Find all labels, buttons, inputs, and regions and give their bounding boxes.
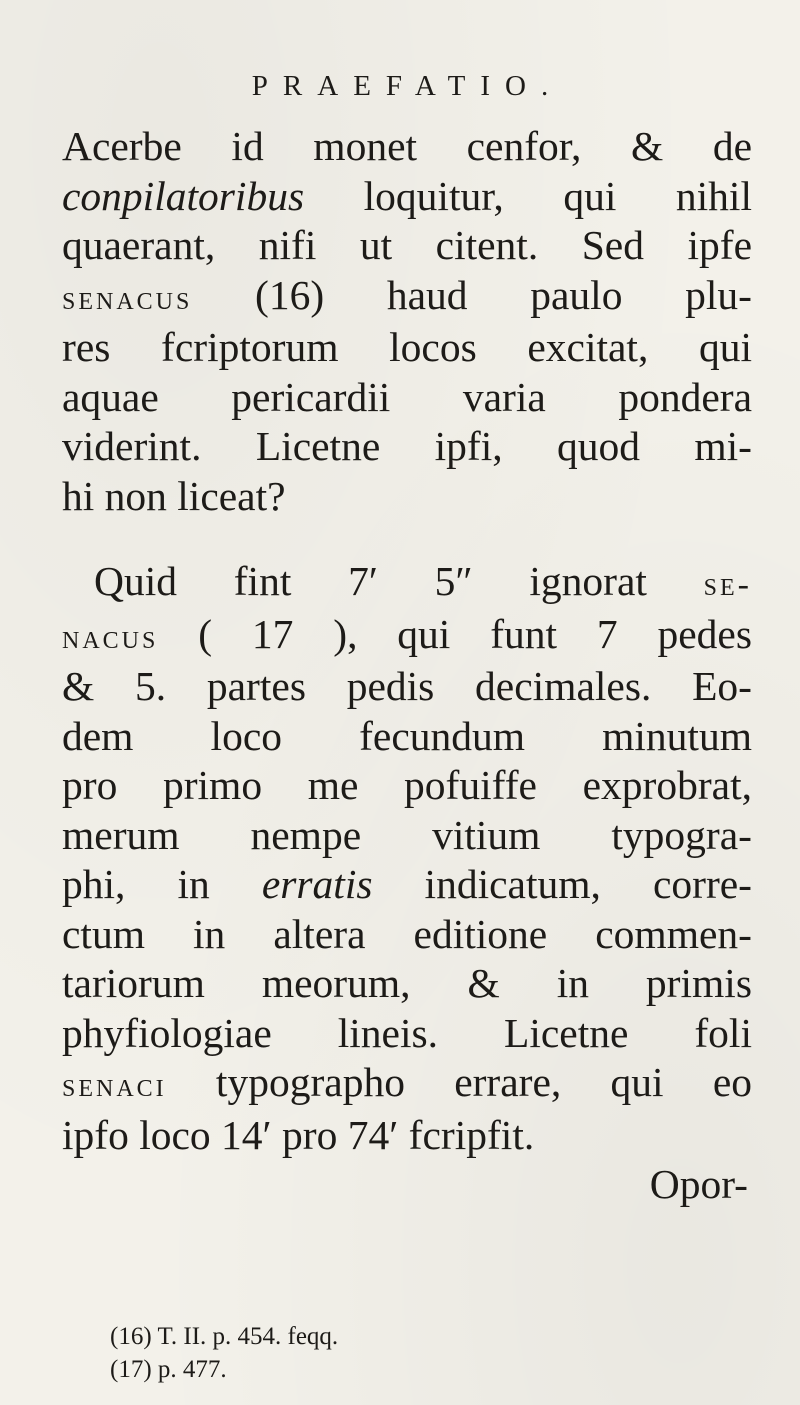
text-run: ( 17 ), qui funt 7 pedes	[158, 610, 752, 657]
author-name: nacus	[62, 618, 159, 656]
text-line	[62, 811, 752, 861]
text-run: tariorum meorum, & in primis	[62, 960, 752, 1006]
text-run: res fcriptorum locos excitat, qui	[62, 324, 752, 370]
author-name: senaci	[62, 1067, 167, 1104]
text-line	[62, 422, 752, 472]
paragraph-gap	[62, 521, 752, 557]
text-run: indicatum, corre-	[372, 861, 753, 907]
text-line	[62, 959, 752, 1009]
author-name: se-	[703, 566, 752, 603]
text-run: & 5. partes pedis decimales. Eo-	[62, 663, 752, 709]
text-run: ipfo loco 14′ pro 74′ fcripfit.	[62, 1111, 535, 1158]
text-line	[62, 373, 752, 423]
text-run: ctum in altera editione commen-	[62, 910, 752, 957]
text-run: (16) haud paulo plu-	[192, 271, 752, 318]
text-line	[62, 557, 752, 610]
catchword: Opor-	[649, 1161, 748, 1207]
text-run: pro primo me pofuiffe exprobrat,	[62, 762, 752, 808]
text-run: dem loco fecundum minutum	[62, 712, 752, 759]
text-line	[62, 122, 752, 172]
text-run: Quid fint 7′ 5″ ignorat	[94, 558, 704, 604]
text-run: hi non liceat?	[62, 472, 286, 519]
text-line	[62, 860, 752, 910]
text-run: merum nempe vitium typogra-	[62, 811, 752, 858]
footnote-17: (17) p. 477.	[110, 1356, 227, 1383]
italic-word: conpilatoribus	[62, 172, 305, 219]
text-run: loquitur, qui nihil	[304, 172, 752, 219]
text-line	[62, 662, 752, 712]
text-run: phi, in	[62, 861, 262, 907]
body-text	[62, 122, 752, 1210]
text-line	[62, 472, 752, 522]
footnote-16: (16) T. II. p. 454. feqq.	[110, 1323, 339, 1350]
text-line	[62, 1058, 752, 1111]
text-line	[62, 172, 752, 222]
text-line	[62, 1111, 752, 1161]
text-run: typographo errare, qui eo	[166, 1059, 752, 1105]
italic-word: erratis	[261, 861, 373, 907]
text-line	[62, 910, 752, 960]
text-run: quaerant, nifi ut citent. Sed ipfe	[62, 222, 752, 268]
text-line	[62, 610, 752, 663]
text-line	[62, 323, 752, 373]
text-run: viderint. Licetne ipfi, quod mi-	[62, 423, 752, 469]
text-line	[62, 271, 752, 324]
author-name: senacus	[62, 279, 193, 317]
paragraph-2	[62, 557, 752, 1160]
running-head: PRAEFATIO.	[251, 70, 564, 102]
text-line	[62, 1009, 752, 1059]
footnotes	[110, 1320, 338, 1386]
text-run: Acerbe id monet cenfor, & de	[62, 123, 752, 169]
text-line	[62, 712, 752, 762]
text-run: aquae pericardii varia pondera	[62, 373, 752, 420]
paragraph-1	[62, 122, 752, 521]
text-run: phyfiologiae lineis. Licetne foli	[62, 1009, 752, 1056]
text-line	[62, 761, 752, 811]
text-line	[62, 221, 752, 271]
